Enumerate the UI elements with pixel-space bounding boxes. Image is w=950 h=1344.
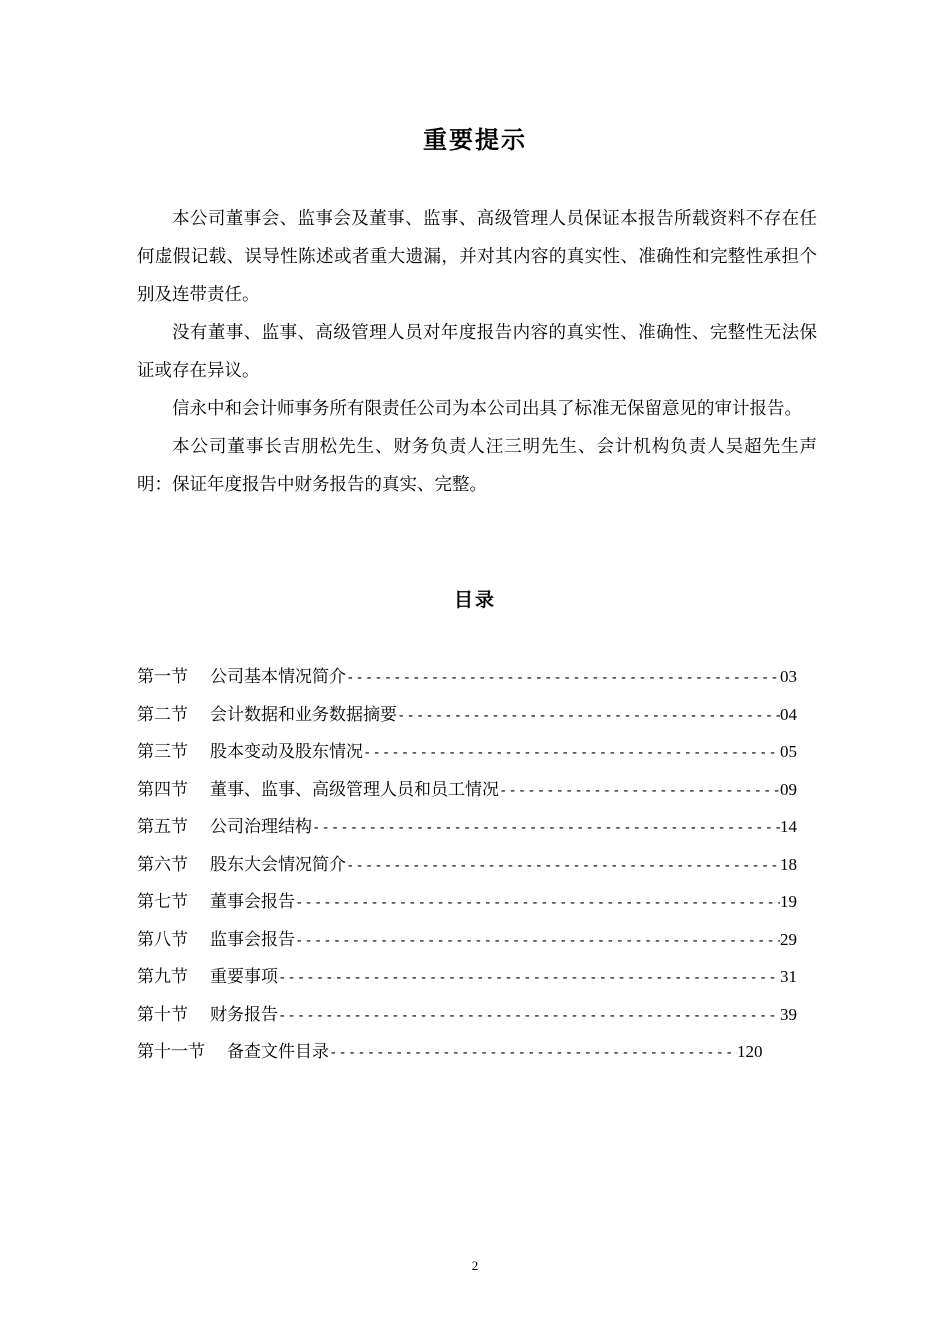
toc-leader [346,858,780,874]
toc-page: 09 [780,779,797,799]
toc-name: 股本变动及股东情况 [210,742,363,762]
toc-page: 19 [780,892,797,911]
page-title: 重要提示 [423,125,527,154]
toc-leader [278,970,780,986]
toc-page: 39 [780,1004,797,1024]
toc-entry[interactable] [137,1000,797,1038]
toc-leader [329,1045,737,1061]
notice-paragraph: 本公司董事长吉朋松先生、财务负责人汪三明先生、会计机构负责人吴超先生声明：保证年度报告中财务报告的真实、完整。 [137,437,817,495]
toc-title: 目录 [453,589,496,611]
page-number: 2 [471,1258,479,1273]
toc-name: 备查文件目录 [227,1042,329,1062]
toc-leader [295,933,780,949]
toc-leader [397,708,780,724]
toc-leader [278,1008,780,1024]
toc-section: 第五节 [137,817,188,837]
toc-name: 会计数据和业务数据摘要 [210,704,397,725]
toc-name: 公司治理结构 [210,817,312,837]
toc-page: 29 [780,929,797,949]
notice-paragraph: 信永中和会计师事务所有限责任公司为本公司出具了标准无保留意见的审计报告。 [172,399,802,419]
toc-name: 监事会报告 [210,929,295,950]
toc-entry[interactable] [137,700,797,738]
toc-name: 公司基本情况简介 [210,667,346,687]
toc-name: 董事、监事、高级管理人员和员工情况 [210,779,499,800]
toc-leader [295,895,780,911]
toc-name: 财务报告 [210,1004,278,1025]
toc-page: 04 [780,704,797,724]
toc-section: 第六节 [137,854,188,875]
toc-entry[interactable] [137,812,797,850]
toc-section: 第十一节 [137,1042,205,1062]
toc-entry[interactable] [137,925,797,963]
toc-page: 31 [780,967,797,986]
toc-entry[interactable] [137,962,797,1000]
toc-section: 第九节 [137,967,188,987]
toc-section: 第四节 [137,779,188,800]
toc-section: 第七节 [137,892,188,912]
toc-entry[interactable] [137,850,797,888]
toc-page: 120 [737,1042,763,1061]
toc-entry[interactable] [137,775,797,813]
toc-name: 董事会报告 [210,892,295,912]
toc-page: 14 [780,817,797,836]
toc-entry[interactable] [137,737,797,775]
toc-entry[interactable] [137,887,797,925]
notice-body [137,200,817,504]
toc-page: 18 [780,854,797,874]
notice-paragraph: 本公司董事会、监事会及董事、监事、高级管理人员保证本报告所载资料不存在任何虚假记载、误导性陈述或者重大遗漏，并对其内容的真实性、准确性和完整性承担个别及连带责任。 [137,209,817,305]
toc-entry[interactable] [137,662,797,700]
toc-entry[interactable] [137,1037,797,1075]
toc-leader [346,670,780,686]
toc-name: 股东大会情况简介 [210,854,346,875]
toc-page: 05 [780,742,797,761]
toc-leader [312,820,780,836]
notice-paragraph: 没有董事、监事、高级管理人员对年度报告内容的真实性、准确性、完整性无法保证或存在异议。 [137,323,817,381]
toc-section: 第十节 [137,1004,188,1025]
toc-leader [363,745,780,761]
toc-section: 第二节 [137,704,188,725]
toc-section: 第三节 [137,742,188,762]
toc-leader [499,783,780,799]
toc-section: 第一节 [137,667,188,687]
table-of-contents [137,662,797,1075]
toc-section: 第八节 [137,929,188,950]
toc-name: 重要事项 [210,967,278,987]
toc-page: 03 [780,667,797,686]
